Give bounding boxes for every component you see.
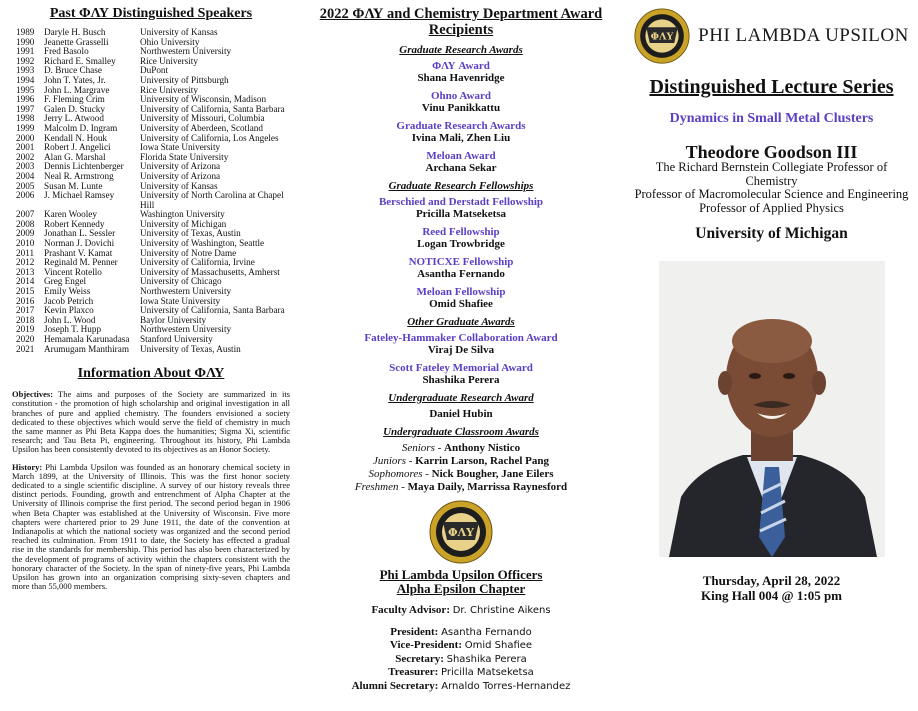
event-time bbox=[631, 573, 912, 603]
speaker-university-cell: Florida State University bbox=[140, 151, 229, 162]
speaker-name-cell: Emily Weiss bbox=[44, 286, 91, 297]
info-title: Information About ΦΛΥ bbox=[77, 366, 225, 382]
history-text: Phi Lambda Upsilon was founded as an honorary chemical society in March 1899, at the University of Illinois. This was the first honor society dedicated to a single scientific discipline. A survey of our history reveals three distinct periods. Founding, growth and entrenchment of Alpha Chapter at the University of Illinois comprise the first period. The second period began in 1906 when Beta Chapter was established at the University of Wisconsin. Five more chapters were chartered prior to 29 June 1911, the date of the convention at Indianapolis at which the national society was organized and the second period reached its culmination. From 1911 to date, the Society has effected a gradual rise in the standards for membership. This period has also been characterized by the development of programs of activity within the chapters consistent with the honorary character of the Society. In the span of ninety-five years, Phi Lambda Upsilon has grown into an organization comprising sixty-seven chapters and more than 55,000 members. bbox=[12, 461, 290, 592]
award-recipient: Asantha Fernando bbox=[417, 268, 505, 280]
speaker-name-cell: Kevin Plaxco bbox=[44, 305, 94, 316]
speaker-university-cell: University of Arizona bbox=[140, 161, 221, 172]
speaker-year: 2002 bbox=[16, 151, 35, 162]
classroom-award-line: Freshmen - Maya Daily, Marrissa Raynesford bbox=[354, 481, 568, 493]
speaker-year: 2021 bbox=[16, 343, 35, 354]
lecture-series-title: Distinguished Lecture Series bbox=[649, 76, 894, 98]
brand-header bbox=[631, 8, 912, 64]
speaker-name-cell: Richard E. Smalley bbox=[44, 55, 116, 66]
class-level: Seniors bbox=[401, 442, 435, 454]
speaker-name-cell: Kendall N. Houk bbox=[44, 132, 108, 143]
speaker-university-cell: University of Wisconsin, Madison bbox=[140, 94, 267, 105]
speaker-name-cell: Fred Basolo bbox=[44, 46, 89, 57]
speaker-year: 2016 bbox=[16, 295, 35, 306]
officers-title bbox=[310, 568, 612, 596]
awards-title: 2022 ΦΛΥ and Chemistry Department Award Recipients bbox=[319, 6, 603, 38]
speaker-university-cell: University of Pittsburgh bbox=[140, 74, 229, 85]
speaker-name-cell: Norman J. Dovichi bbox=[44, 238, 115, 249]
class-recipients: Nick Bougher, Jane Eilers bbox=[431, 468, 554, 480]
classroom-award-line: Sophomores - Nick Bougher, Jane Eilers bbox=[368, 468, 554, 480]
classroom-list bbox=[310, 442, 612, 494]
speaker-name-cell: D. Bruce Chase bbox=[44, 65, 102, 76]
speaker-year: 2013 bbox=[16, 266, 35, 277]
phi-lambda-upsilon-seal bbox=[429, 500, 493, 564]
officer-line bbox=[310, 639, 612, 653]
speaker-university-cell: Northwestern University bbox=[140, 286, 232, 297]
speaker-university-cell: Iowa State University bbox=[140, 142, 221, 153]
speaker-year: 1994 bbox=[16, 74, 35, 85]
grad-research-category: Graduate Research Awards bbox=[399, 44, 523, 56]
officer-role: President: bbox=[390, 625, 439, 638]
speaker-name-cell: John T. Yates, Jr. bbox=[44, 74, 106, 85]
officer-name: Arnaldo Torres-Hernandez bbox=[441, 680, 571, 692]
award-name: ΦΛΥ Award bbox=[432, 60, 490, 72]
brand-seal-logo bbox=[634, 8, 690, 64]
speaker-titles bbox=[631, 161, 912, 215]
speaker-name-cell: Robert Kennedy bbox=[44, 218, 105, 229]
past-speakers-title: Past ΦΛΥ Distinguished Speakers bbox=[49, 6, 253, 21]
award-recipient: Pricilla Matseketsa bbox=[415, 208, 507, 220]
speaker-name-cell: Arumugam Manthiram bbox=[44, 343, 129, 354]
speaker-name-cell: J. Michael Ramsey bbox=[44, 190, 115, 201]
award-recipient: Ivina Mali, Zhen Liu bbox=[411, 132, 511, 144]
grad-award-item bbox=[310, 150, 612, 174]
speaker-title-line: The Richard Bernstein Collegiate Professor of Chemistry bbox=[655, 160, 888, 188]
speaker-year: 2007 bbox=[16, 209, 35, 220]
speaker-year: 2009 bbox=[16, 228, 35, 239]
speaker-name-cell: Alan G. Marshal bbox=[44, 151, 106, 162]
speaker-university-cell: University of Kansas bbox=[140, 180, 218, 191]
award-name: Fateley-Hammaker Collaboration Award bbox=[364, 332, 558, 344]
speaker-year: 2006 bbox=[16, 190, 35, 201]
speaker-name-cell: Jerry L. Atwood bbox=[44, 113, 104, 124]
officer-name: Asantha Fernando bbox=[441, 626, 532, 638]
speaker-row bbox=[16, 345, 290, 355]
speaker-university-cell: Rice University bbox=[140, 84, 198, 95]
speaker-name-cell: Neal R. Armstrong bbox=[44, 170, 114, 181]
undergrad-research-category: Undergraduate Research Award bbox=[388, 392, 534, 404]
speaker-year: 1997 bbox=[16, 103, 35, 114]
speaker-university-cell: University of Texas, Austin bbox=[140, 343, 241, 354]
speaker-university-cell: Rice University bbox=[140, 55, 198, 66]
speaker-year: 1993 bbox=[16, 65, 35, 76]
speaker-year: 1999 bbox=[16, 122, 35, 133]
class-recipients: Karrin Larson, Rachel Pang bbox=[415, 455, 549, 467]
class-recipients: Maya Daily, Marrissa Raynesford bbox=[407, 481, 568, 493]
speaker-year: 1998 bbox=[16, 113, 35, 124]
award-recipient: Omid Shafiee bbox=[429, 298, 493, 310]
advisor-role: Faculty Advisor: bbox=[371, 604, 450, 616]
officer-name: Shashika Perera bbox=[446, 653, 527, 665]
speaker-name: Theodore Goodson III bbox=[685, 142, 858, 162]
fellowships-category: Graduate Research Fellowships bbox=[388, 180, 534, 192]
objectives-paragraph bbox=[12, 390, 290, 454]
award-name: Reed Fellowship bbox=[422, 226, 500, 238]
officer-name: Pricilla Matseketsa bbox=[441, 667, 534, 678]
fellowship-item bbox=[310, 196, 612, 220]
officer-name: Omid Shafiee bbox=[464, 640, 533, 651]
officers-title-line1: Phi Lambda Upsilon Officers bbox=[379, 567, 543, 582]
speaker-year: 1990 bbox=[16, 36, 35, 47]
speaker-university-cell: University of Chicago bbox=[140, 276, 222, 287]
speaker-name-cell: Jeanette Grasselli bbox=[44, 36, 109, 47]
speaker-row bbox=[16, 191, 290, 210]
speaker-university-cell: University of California, Irvine bbox=[140, 257, 255, 268]
speaker-university: University of Michigan bbox=[695, 225, 848, 242]
speaker-year: 2011 bbox=[16, 247, 35, 258]
speaker-university-cell: University of Aberdeen, Scotland bbox=[140, 122, 263, 133]
other-award-item bbox=[310, 332, 612, 356]
speaker-year: 2019 bbox=[16, 324, 35, 335]
speaker-university-cell: University of California, Santa Barbara bbox=[140, 103, 285, 114]
speaker-name-cell: Jonathan L. Sessler bbox=[44, 228, 116, 239]
speaker-name-cell: Reginald M. Penner bbox=[44, 257, 118, 268]
award-recipient: Shana Havenridge bbox=[417, 72, 505, 84]
speaker-year: 2004 bbox=[16, 170, 35, 181]
grad-awards-list bbox=[310, 60, 612, 174]
speaker-university-cell: Baylor University bbox=[140, 314, 207, 325]
speaker-year: 1989 bbox=[16, 27, 35, 37]
speaker-title-line: Professor of Applied Physics bbox=[699, 200, 844, 215]
speaker-year: 1996 bbox=[16, 94, 35, 105]
speaker-name-cell: John L. Margrave bbox=[44, 84, 110, 95]
speaker-year: 2012 bbox=[16, 257, 35, 268]
speaker-university-cell: University of California, Los Angeles bbox=[140, 132, 279, 143]
officer-role: Treasurer: bbox=[388, 666, 439, 678]
speaker-name-cell: Greg Engel bbox=[44, 276, 87, 287]
fellowship-item bbox=[310, 226, 612, 250]
speaker-year: 2017 bbox=[16, 305, 35, 316]
speaker-university-cell: University of Notre Dame bbox=[140, 247, 237, 258]
class-level: Freshmen bbox=[354, 481, 399, 493]
speaker-name-cell: Dennis Lichtenberger bbox=[44, 161, 124, 172]
classroom-award-line: Juniors - Karrin Larson, Rachel Pang bbox=[372, 455, 549, 467]
speaker-year: 2020 bbox=[16, 334, 35, 344]
officers-title-line2: Alpha Epsilon Chapter bbox=[396, 581, 526, 596]
speaker-university-cell: Northwestern University bbox=[140, 324, 232, 335]
award-name: Graduate Research Awards bbox=[396, 120, 526, 132]
officer-line bbox=[310, 653, 612, 667]
class-level: Sophomores bbox=[368, 468, 423, 480]
speaker-name-cell: Vincent Rotello bbox=[44, 266, 102, 277]
speaker-name-cell: Daryle H. Busch bbox=[44, 27, 106, 37]
left-column bbox=[0, 0, 300, 711]
speaker-university-cell: Iowa State University bbox=[140, 295, 221, 306]
speaker-name-cell: John L. Wood bbox=[44, 314, 96, 325]
speaker-name-cell: Prashant V. Kamat bbox=[44, 247, 113, 258]
officer-role: Alumni Secretary: bbox=[351, 679, 439, 692]
speaker-year: 2010 bbox=[16, 238, 35, 249]
fellowship-item bbox=[310, 286, 612, 310]
speaker-year: 2003 bbox=[16, 161, 35, 172]
speaker-university-cell: Northwestern University bbox=[140, 46, 232, 57]
fellowship-item bbox=[310, 256, 612, 280]
speaker-university-cell: University of California, Santa Barbara bbox=[140, 305, 285, 316]
award-name: Meloan Award bbox=[426, 150, 496, 162]
right-column bbox=[625, 0, 918, 711]
speaker-name-cell: Jacob Petrich bbox=[44, 295, 94, 306]
other-awards-list bbox=[310, 332, 612, 386]
middle-column bbox=[306, 0, 616, 711]
svg-text:ΦΛΥ: ΦΛΥ bbox=[650, 31, 674, 43]
speaker-name-cell: Susan M. Lunte bbox=[44, 180, 103, 191]
award-recipient: Viraj De Silva bbox=[427, 344, 495, 356]
speaker-name-cell: Galen D. Stucky bbox=[44, 103, 105, 114]
grad-award-item bbox=[310, 90, 612, 114]
award-name: Scott Fateley Memorial Award bbox=[389, 362, 533, 374]
class-level: Juniors bbox=[372, 455, 406, 467]
event-location-time: King Hall 004 @ 1:05 pm bbox=[700, 588, 843, 603]
speaker-year: 2005 bbox=[16, 180, 35, 191]
grad-award-item bbox=[310, 120, 612, 144]
speaker-university-cell: Stanford University bbox=[140, 334, 213, 344]
classroom-award-line: Seniors - Anthony Nistico bbox=[401, 442, 521, 454]
advisor-name: Dr. Christine Aikens bbox=[452, 605, 551, 616]
fellowships-list bbox=[310, 196, 612, 310]
award-name: Meloan Fellowship bbox=[416, 286, 506, 298]
officer-line bbox=[310, 666, 612, 680]
speaker-university-cell: University of Washington, Seattle bbox=[140, 238, 265, 249]
speaker-university-cell: University of Texas, Austin bbox=[140, 228, 241, 239]
history-label: History: bbox=[12, 461, 43, 472]
speaker-university-cell: Washington University bbox=[140, 209, 225, 220]
award-recipient: Archana Sekar bbox=[425, 162, 497, 174]
award-name: NOTICXE Fellowship bbox=[408, 256, 514, 268]
speaker-year: 2008 bbox=[16, 218, 35, 229]
speaker-year: 2014 bbox=[16, 276, 35, 287]
officer-line bbox=[310, 680, 612, 694]
event-date: Thursday, April 28, 2022 bbox=[702, 573, 841, 588]
speaker-year: 1992 bbox=[16, 55, 35, 66]
officer-role: Secretary: bbox=[395, 652, 444, 665]
award-recipient: Vinu Panikkattu bbox=[421, 102, 501, 114]
speaker-university-cell: DuPont bbox=[140, 65, 169, 76]
speaker-year: 2000 bbox=[16, 132, 35, 143]
speaker-university-cell: University of Michigan bbox=[140, 218, 227, 229]
speaker-year: 2018 bbox=[16, 314, 35, 325]
faculty-advisor-line bbox=[310, 604, 612, 618]
speaker-university-cell: Ohio University bbox=[140, 36, 200, 47]
past-speakers-table bbox=[16, 28, 290, 354]
grad-award-item bbox=[310, 60, 612, 84]
speaker-year: 2001 bbox=[16, 142, 35, 153]
speaker-name-cell: Joseph T. Hupp bbox=[44, 324, 102, 335]
award-recipient: Shashika Perera bbox=[422, 374, 500, 386]
speaker-name-cell: Karen Wooley bbox=[44, 209, 97, 220]
speaker-year: 1995 bbox=[16, 84, 35, 95]
speaker-name-cell: Hemamala Karunadasa bbox=[44, 334, 130, 344]
speaker-year: 1991 bbox=[16, 46, 35, 57]
speaker-name-cell: Malcolm D. Ingram bbox=[44, 122, 118, 133]
speaker-university-cell: University of Massachusetts, Amherst bbox=[140, 266, 280, 277]
class-recipients: Anthony Nistico bbox=[444, 442, 521, 454]
award-recipient: Logan Trowbridge bbox=[417, 238, 505, 250]
speaker-university-cell: University of North Carolina at Chapel Hill bbox=[140, 190, 284, 210]
undergrad-research-recipient: Daniel Hubin bbox=[429, 408, 493, 420]
speaker-university-cell: University of Missouri, Columbia bbox=[140, 113, 265, 124]
talk-title: Dynamics in Small Metal Clusters bbox=[669, 111, 874, 126]
objectives-text: The aims and purposes of the Society are summarized in its constitution - the promotion of high scholarship and original investigation in all branches of pure and applied chemistry. The founders envisioned a society dedicated to these objectives which would serve the field of chemistry in much the same manner as Phi Beta Kappa does the humanities; Sigma Xi, scientific research; and Tau Beta Pi, engineering. Throughout its history, Phi Lambda Upsilon has been consistently devoted to its objectives as an Honor Society. bbox=[12, 389, 290, 455]
speaker-university-cell: University of Arizona bbox=[140, 170, 221, 181]
speaker-photo bbox=[659, 261, 885, 557]
other-awards-category: Other Graduate Awards bbox=[407, 316, 515, 328]
officer-line bbox=[310, 626, 612, 640]
other-award-item bbox=[310, 362, 612, 386]
classroom-category: Undergraduate Classroom Awards bbox=[383, 426, 539, 438]
award-name: Berschied and Derstadt Fellowship bbox=[378, 196, 544, 208]
speaker-name-cell: Robert J. Angelici bbox=[44, 142, 111, 153]
speaker-university-cell: University of Kansas bbox=[140, 27, 218, 37]
officer-list bbox=[310, 626, 612, 694]
award-name: Ohno Award bbox=[430, 90, 491, 102]
brand-name: PHI LAMBDA UPSILON bbox=[698, 25, 909, 46]
speaker-name-cell: F. Fleming Crim bbox=[44, 94, 105, 105]
officer-role: Vice-President: bbox=[389, 639, 462, 651]
speaker-year: 2015 bbox=[16, 286, 35, 297]
seal-letters: ΦΛΥ bbox=[448, 526, 474, 539]
history-paragraph bbox=[12, 463, 290, 592]
objectives-label: Objectives: bbox=[12, 389, 54, 400]
speaker-title-line: Professor of Macromolecular Science and Engineering bbox=[634, 187, 909, 201]
